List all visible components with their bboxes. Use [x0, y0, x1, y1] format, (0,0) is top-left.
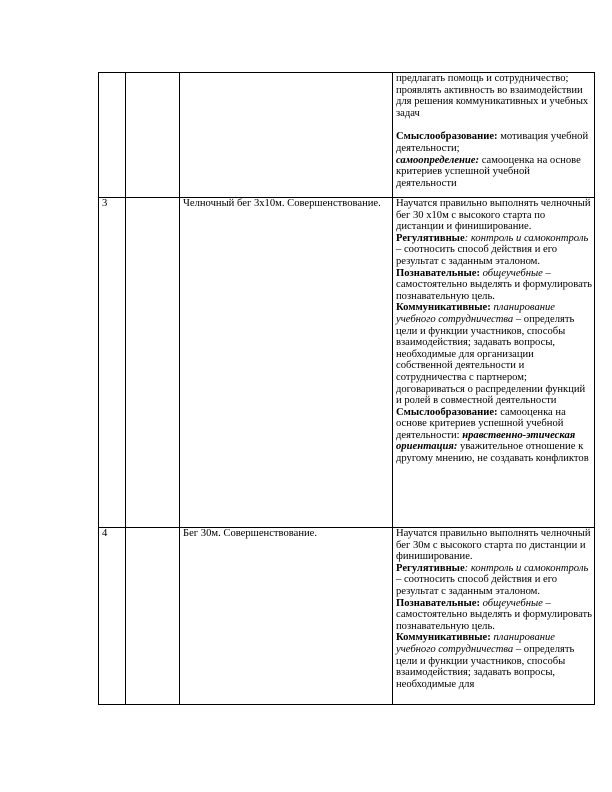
poz-label: Познавательные: — [396, 267, 480, 279]
outcomes-cell — [393, 528, 595, 705]
smysl-text: самооценка на основе критериев успешной учебной деятельности: — [396, 406, 566, 441]
kom-text: – определять цели и функции участников, способы взаимодействия; задавать вопросы, необходимые для — [396, 643, 575, 690]
kom-text: – определять цели и функции участников, способы взаимодействия; задавать вопросы, необходимые для организации собственной деятельности и сотрудничества с партнером; договариваться о распределении функций и ролей в совместной деятельности — [396, 313, 586, 407]
smysl-label: Смыслообразование: — [396, 131, 498, 143]
outcome-intro: Научатся правильно выполнять челночный бег 30 х10м с высокого старта по дистанции и финиширование. — [396, 198, 591, 233]
kom-italic: планирование учебного сотрудничества — [396, 302, 556, 325]
poz-italic: общеучебные — [480, 597, 543, 609]
lesson-topic-cell — [180, 73, 393, 198]
kom-label: Коммуникативные: — [396, 632, 491, 644]
poz-label: Познавательные: — [396, 597, 480, 609]
poz-italic: общеучебные — [480, 267, 543, 279]
kom-label: Коммуникативные: — [396, 302, 491, 314]
smysl-text: мотивация учебной деятельности; — [396, 131, 589, 154]
lesson-number-cell — [99, 73, 126, 198]
outcome-paragraph — [396, 563, 592, 598]
outcome-paragraph — [396, 233, 592, 268]
outcome-paragraph — [396, 131, 592, 154]
table-row — [99, 198, 595, 528]
outcome-paragraph — [396, 407, 592, 465]
lesson-number-cell: 4 — [99, 528, 126, 705]
outcome-paragraph — [396, 302, 592, 406]
lesson-topic-cell: Челночный бег 3х10м. Совершенствование. — [180, 198, 393, 528]
outcome-text: предлагать помощь и сотрудничество; проявлять активность во взаимодействии для решения коммуникативных и учебных задач — [396, 73, 589, 119]
outcome-paragraph — [396, 598, 592, 633]
reg-label: Регулятивные — [396, 562, 465, 574]
nrav-label: нравственно-этическая ориентация: — [396, 429, 576, 453]
outcomes-cell — [393, 73, 595, 198]
outcome-paragraph — [396, 268, 592, 303]
poz-text: – самостоятельно выделять и формулировать познавательную цель. — [396, 267, 592, 302]
lesson-number-cell: 3 — [99, 198, 126, 528]
lesson-topic-cell: Бег 30м. Совершенствование. — [180, 528, 393, 705]
reg-italic: : контроль и самоконтроль — [464, 562, 589, 574]
reg-text: – соотносить способ действия и его результат с заданным эталоном. — [396, 574, 558, 597]
samo-label: самоопределение: — [396, 154, 480, 166]
empty-cell — [126, 198, 180, 528]
reg-italic: : контроль и самоконтроль — [464, 232, 589, 244]
nrav-text: уважительное отношение к другому мнению, не создавать конфликтов — [396, 441, 589, 465]
outcome-paragraph — [396, 155, 592, 190]
table-row — [99, 73, 595, 198]
kom-italic: планирование учебного сотрудничества — [396, 632, 556, 655]
poz-text: – самостоятельно выделять и формулировать познавательную цель. — [396, 597, 592, 632]
outcome-intro: Научатся правильно выполнять челночный бег 30м с высокого старта по дистанции и финиширование. — [396, 528, 591, 563]
table-row — [99, 528, 595, 705]
outcome-paragraph — [396, 632, 592, 690]
smysl-label: Смыслообразование: — [396, 406, 498, 418]
samo-text: самооценка на основе критериев успешной учебной деятельности — [396, 154, 581, 189]
reg-label: Регулятивные — [396, 232, 465, 244]
reg-text: – соотносить способ действия и его результат с заданным эталоном. — [396, 244, 558, 267]
outcomes-cell — [393, 198, 595, 528]
lesson-plan-table — [98, 72, 595, 705]
empty-cell — [126, 73, 180, 198]
empty-cell — [126, 528, 180, 705]
